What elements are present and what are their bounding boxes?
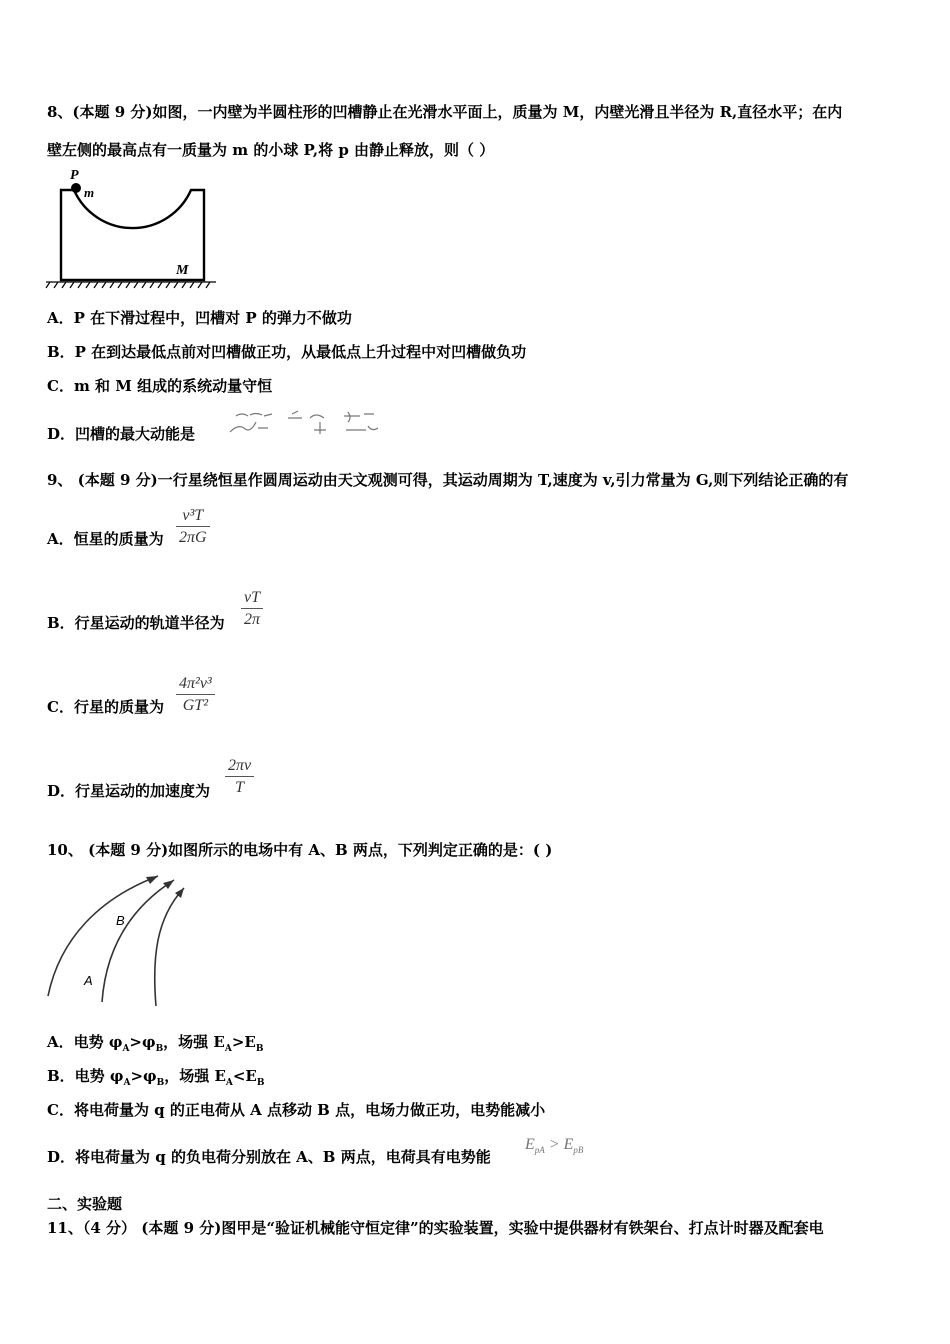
q9-option-a-label: A．恒星的质量为 [47,530,164,548]
q9-c-den: GT² [182,697,208,714]
q9-stem: 9、 (本题 9 分)一行星绕恒星作圆周运动由天文观测可得，其运动周期为 T,速度为 v,引力常量为 G,则下列结论正确的有 [47,471,849,489]
q10-field-line-1 [48,876,158,996]
q10-option-d: D．将电荷量为 q 的负电荷分别放在 A、B 两点，电荷具有电势能 [47,1148,491,1166]
q9-option-c-label: C．行星的质量为 [47,698,164,716]
q9-b-num: vT [241,588,263,609]
q10-label-b: B [116,913,125,928]
q10-field-line-3 [155,888,184,1006]
q8-option-d: D．凹槽的最大动能是 [47,425,196,443]
q9-option-a-fraction [176,506,210,549]
q8-groove-figure [44,166,219,294]
q10-option-a: A．电势 $\varphi_A>\varphi_B$，场强 $E_A>E_B$ [47,1033,264,1054]
q9-d-num: 2πv [225,756,254,777]
q8-stem-line1: 8、(本题 9 分)如图，一内壁为半圆柱形的凹槽静止在光滑水平面上，质量为 M，内壁光滑且半径为 R,直径水平；在内 [47,103,843,121]
q10-option-d-formula: $E_{pA} > E_{pB}$ [525,1136,584,1156]
section-heading: 二、实验题 [47,1195,123,1213]
q10-stem: 10、 (本题 9 分)如图所示的电场中有 A、B 两点，下列判定正确的是：( ) [47,841,553,859]
q8-option-b: B．P 在到达最低点前对凹槽做正功，从最低点上升过程中对凹槽做负功 [47,343,527,361]
q9-d-den: T [235,779,245,796]
q9-c-num: 4π²v³ [176,674,215,695]
q9-option-c-fraction [176,674,215,717]
q9-a-den: 2πG [179,529,207,546]
q8-option-d-formula-blurred [226,408,391,438]
q8-option-a: A．P 在下滑过程中，凹槽对 P 的弹力不做功 [47,309,352,327]
q8-ball [71,183,81,193]
q8-option-c: C．m 和 M 组成的系统动量守恒 [47,377,273,395]
q8-label-M: M [176,263,189,278]
q9-option-b-fraction [241,588,263,631]
q11-stem-line1: 11、（4 分） (本题 9 分)图甲是“验证机械能守恒定律”的实验装置，实验中提供器材有铁架台、打点计时器及配套电 [47,1219,824,1237]
q9-option-b-label: B．行星运动的轨道半径为 [47,614,225,632]
q10-label-a: A [84,973,93,988]
q9-option-d-label: D．行星运动的加速度为 [47,782,211,800]
q10-field-line-2 [102,880,174,1002]
q8-ground-hatch [46,282,216,288]
q9-b-den: 2π [244,611,261,628]
q10-option-c: C．将电荷量为 q 的正电荷从 A 点移动 B 点，电场力做正功，电势能减小 [47,1101,546,1119]
q8-stem-line2: 壁左侧的最高点有一质量为 m 的小球 P,将 p 由静止释放，则（ ） [47,141,495,159]
q10-field-lines-figure [40,868,200,1010]
q10-arrow-1 [146,876,158,884]
q8-label-m: m [84,185,95,200]
q9-option-d-fraction [225,756,254,799]
q10-option-b: B．电势 $\varphi_A>\varphi_B$，场强 $E_A<E_B$ [47,1067,265,1088]
q10-arrow-2 [163,880,174,889]
q9-a-num: v³T [176,506,210,527]
q8-label-p: P [70,168,79,183]
